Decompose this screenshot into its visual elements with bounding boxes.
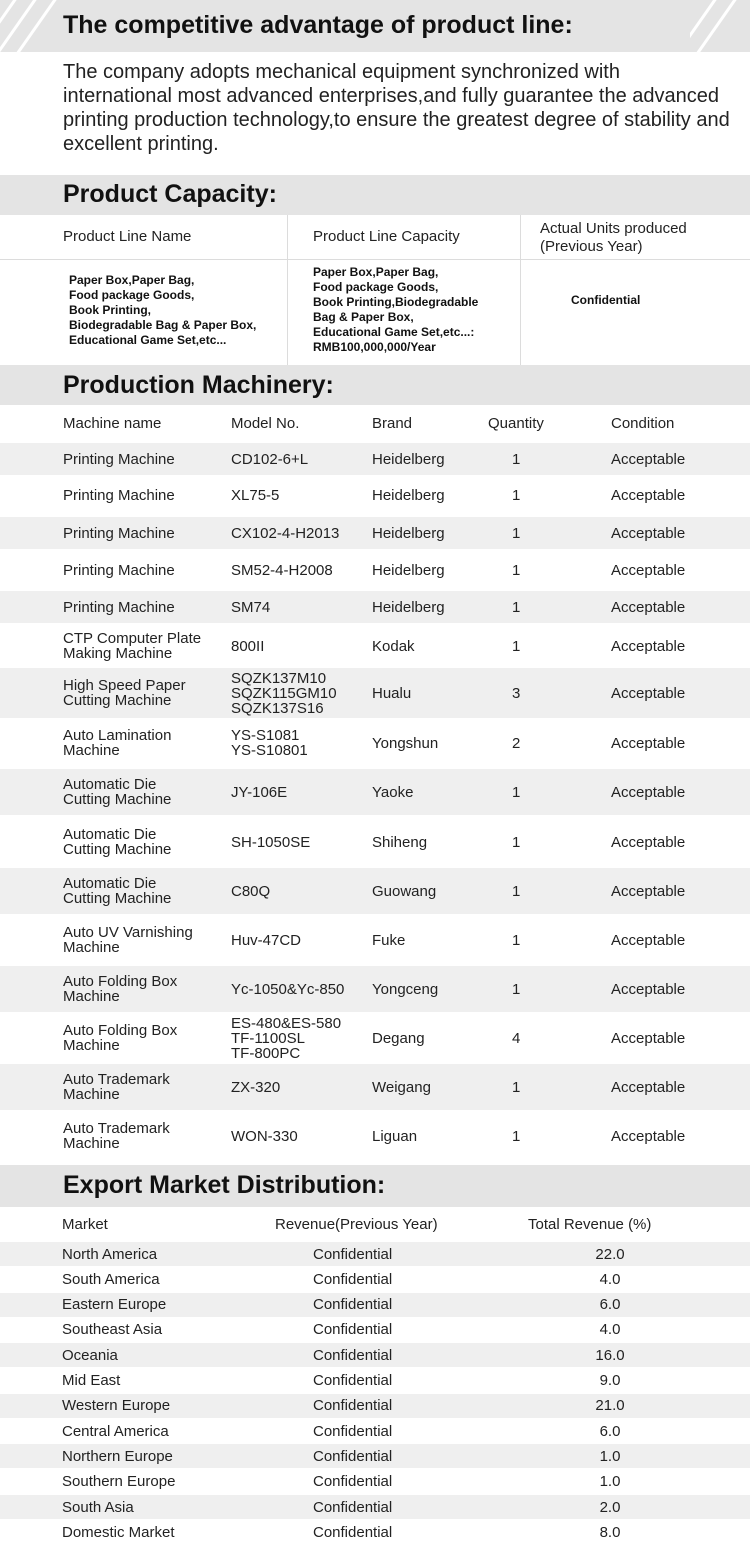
export-revenue: Confidential xyxy=(313,1346,393,1364)
machine-quantity: 1 xyxy=(512,637,521,655)
export-row xyxy=(0,1369,750,1393)
machine-brand: Heidelberg xyxy=(372,487,445,504)
capacity-col-divider-1 xyxy=(287,215,288,365)
machinery-row xyxy=(0,628,750,664)
machine-model: YS-S1081 YS-S10801 xyxy=(231,727,308,759)
machine-brand: Heidelberg xyxy=(372,561,445,579)
export-total: 4.0 xyxy=(599,1321,621,1339)
export-revenue: Confidential xyxy=(313,1245,393,1263)
machinery-row xyxy=(0,769,750,815)
export-row xyxy=(0,1470,750,1494)
machine-condition: Acceptable xyxy=(611,598,686,616)
export-total: 21.0 xyxy=(595,1397,625,1415)
machine-condition: Acceptable xyxy=(611,931,686,949)
machine-brand: Weigang xyxy=(372,1078,431,1096)
export-revenue: Confidential xyxy=(313,1498,393,1516)
export-total: 9.0 xyxy=(599,1372,621,1389)
export-revenue: Confidential xyxy=(313,1372,393,1389)
machine-condition: Acceptable xyxy=(611,833,686,851)
export-table-header xyxy=(0,1208,750,1240)
export-total: 6.0 xyxy=(599,1296,621,1314)
export-row xyxy=(0,1293,750,1317)
machinery-row xyxy=(0,917,750,963)
export-market: Eastern Europe xyxy=(62,1296,167,1314)
machine-quantity: 1 xyxy=(512,1127,521,1145)
machinery-row xyxy=(0,591,750,623)
machinery-header-name: Machine name xyxy=(63,414,162,432)
machine-model: SM52-4-H2008 xyxy=(231,561,333,579)
machine-brand: Liguan xyxy=(372,1127,418,1145)
machine-quantity: 3 xyxy=(512,684,521,702)
export-market: Mid East xyxy=(62,1372,121,1389)
export-row xyxy=(0,1520,750,1544)
machine-name: Printing Machine xyxy=(63,598,175,616)
machine-brand: Heidelberg xyxy=(372,598,445,616)
machinery-header-quantity: Quantity xyxy=(488,414,544,432)
export-revenue: Confidential xyxy=(313,1523,393,1541)
machine-name: Automatic Die Cutting Machine xyxy=(63,776,172,808)
export-market: Domestic Market xyxy=(62,1523,175,1541)
machine-condition: Acceptable xyxy=(611,524,686,542)
machinery-row xyxy=(0,668,750,718)
export-revenue: Confidential xyxy=(313,1397,393,1415)
machine-condition: Acceptable xyxy=(611,882,686,900)
machinery-row xyxy=(0,479,750,512)
export-total: 22.0 xyxy=(595,1245,625,1263)
machinery-row xyxy=(0,554,750,586)
machinery-header xyxy=(0,365,750,405)
machine-quantity: 1 xyxy=(512,1078,521,1096)
machine-name: Printing Machine xyxy=(63,561,175,579)
machinery-row xyxy=(0,517,750,549)
export-header xyxy=(0,1165,750,1207)
machinery-title: Production Machinery: xyxy=(63,371,334,399)
machine-model: CD102-6+L xyxy=(231,450,309,468)
export-revenue: Confidential xyxy=(313,1321,393,1339)
export-total: 16.0 xyxy=(595,1346,625,1364)
export-market: Northern Europe xyxy=(62,1447,173,1465)
machine-quantity: 1 xyxy=(512,882,521,900)
machine-model: C80Q xyxy=(231,882,271,900)
machine-quantity: 1 xyxy=(512,450,521,468)
export-header-revenue: Revenue(Previous Year) xyxy=(275,1215,438,1233)
machine-name: Auto UV Varnishing Machine xyxy=(63,924,193,956)
machine-brand: Fuke xyxy=(372,931,406,949)
machine-condition: Acceptable xyxy=(611,1078,686,1096)
export-row xyxy=(0,1419,750,1443)
machine-condition: Acceptable xyxy=(611,1029,686,1047)
capacity-row-name: Paper Box,Paper Bag, Food package Goods, Book Printing, Biodegradable Bag & Paper Box, Educational Game Set,etc... xyxy=(69,273,257,347)
machine-brand: Degang xyxy=(372,1029,425,1047)
machinery-row xyxy=(0,720,750,766)
machine-condition: Acceptable xyxy=(611,450,686,468)
machine-name: Printing Machine xyxy=(63,487,175,504)
machine-condition: Acceptable xyxy=(611,561,686,579)
export-total: 2.0 xyxy=(599,1498,621,1516)
export-row xyxy=(0,1242,750,1266)
export-row xyxy=(0,1495,750,1519)
export-title: Export Market Distribution: xyxy=(63,1171,386,1199)
capacity-title: Product Capacity: xyxy=(63,180,277,208)
export-row xyxy=(0,1444,750,1468)
export-row xyxy=(0,1267,750,1291)
machine-condition: Acceptable xyxy=(611,637,686,655)
export-revenue: Confidential xyxy=(313,1422,393,1440)
machine-condition: Acceptable xyxy=(611,980,686,998)
machine-condition: Acceptable xyxy=(611,734,686,752)
export-market: South Asia xyxy=(62,1498,134,1516)
export-market: Western Europe xyxy=(62,1397,171,1415)
machine-brand: Heidelberg xyxy=(372,450,445,468)
machine-model: JY-106E xyxy=(231,783,288,801)
machine-model: Huv-47CD xyxy=(231,931,302,949)
machine-name: Printing Machine xyxy=(63,524,175,542)
machine-name: High Speed Paper Cutting Machine xyxy=(63,677,186,709)
advantage-text: The company adopts mechanical equipment synchronized with international most advanced enterprises,and fully guarantee the advanced printing production technology,to ensure the greatest degree of stability and excellent printing. xyxy=(63,61,730,155)
machine-model: WON-330 xyxy=(231,1127,298,1145)
machine-brand: Heidelberg xyxy=(372,524,445,542)
export-total: 8.0 xyxy=(599,1523,621,1541)
machine-brand: Guowang xyxy=(372,882,437,900)
machinery-header-model: Model No. xyxy=(231,414,300,432)
export-revenue: Confidential xyxy=(313,1296,393,1314)
capacity-col-divider-2 xyxy=(520,215,521,365)
capacity-header-capacity: Product Line Capacity xyxy=(313,228,460,245)
export-market: Oceania xyxy=(62,1346,118,1364)
machine-name: CTP Computer Plate Making Machine xyxy=(63,630,202,662)
machine-brand: Yaoke xyxy=(372,783,414,801)
machinery-header-brand: Brand xyxy=(372,414,413,432)
export-market: Southeast Asia xyxy=(62,1321,163,1339)
export-total: 1.0 xyxy=(599,1447,621,1465)
export-header-market: Market xyxy=(62,1215,108,1233)
machinery-header-condition: Condition xyxy=(611,414,675,432)
machine-model: 800II xyxy=(231,637,265,655)
machine-name: Printing Machine xyxy=(63,450,175,468)
machine-quantity: 1 xyxy=(512,598,521,616)
capacity-header-units: Actual Units produced (Previous Year) xyxy=(540,220,687,255)
machine-name: Auto Folding Box Machine xyxy=(63,1022,178,1054)
machine-model: SM74 xyxy=(231,598,271,616)
machine-name: Auto Trademark Machine xyxy=(63,1120,170,1152)
machinery-row xyxy=(0,443,750,475)
machine-condition: Acceptable xyxy=(611,487,686,504)
machine-name: Automatic Die Cutting Machine xyxy=(63,875,172,907)
machine-condition: Acceptable xyxy=(611,684,686,702)
machinery-row xyxy=(0,868,750,914)
machine-brand: Yongceng xyxy=(372,980,439,998)
machine-brand: Hualu xyxy=(372,684,412,702)
export-total: 4.0 xyxy=(599,1270,621,1288)
advantage-title: The competitive advantage of product line: xyxy=(63,11,573,39)
capacity-row-units: Confidential xyxy=(571,293,641,307)
export-header-total: Total Revenue (%) xyxy=(528,1215,652,1233)
machine-quantity: 1 xyxy=(512,931,521,949)
machine-model: CX102-4-H2013 xyxy=(231,524,340,542)
machinery-table-header xyxy=(0,405,750,441)
machine-brand: Yongshun xyxy=(372,734,439,752)
export-market: Southern Europe xyxy=(62,1473,176,1491)
machine-quantity: 4 xyxy=(512,1029,521,1047)
export-market: Central America xyxy=(62,1422,169,1440)
machine-quantity: 1 xyxy=(512,487,521,504)
export-market: North America xyxy=(62,1245,158,1263)
export-row xyxy=(0,1343,750,1367)
capacity-divider xyxy=(0,259,750,260)
advantage-header xyxy=(0,0,750,52)
machine-name: Auto Trademark Machine xyxy=(63,1071,170,1103)
export-row xyxy=(0,1318,750,1342)
export-total: 6.0 xyxy=(599,1422,621,1440)
machine-quantity: 1 xyxy=(512,833,521,851)
export-market: South America xyxy=(62,1270,160,1288)
capacity-header-name: Product Line Name xyxy=(63,228,192,245)
machine-name: Auto Folding Box Machine xyxy=(63,973,178,1005)
machinery-row xyxy=(0,966,750,1012)
machine-brand: Kodak xyxy=(372,637,415,655)
machinery-row xyxy=(0,1014,750,1062)
machine-quantity: 1 xyxy=(512,524,521,542)
decorative-stripes-right xyxy=(690,0,750,52)
machinery-row xyxy=(0,1113,750,1159)
machine-quantity: 1 xyxy=(512,980,521,998)
export-revenue: Confidential xyxy=(313,1473,393,1491)
export-revenue: Confidential xyxy=(313,1447,393,1465)
machine-model: Yc-1050&Yc-850 xyxy=(231,980,345,998)
machine-model: ZX-320 xyxy=(231,1078,281,1096)
machinery-row xyxy=(0,1064,750,1110)
machine-model: XL75-5 xyxy=(231,487,280,504)
machine-quantity: 1 xyxy=(512,783,521,801)
machine-model: SH-1050SE xyxy=(231,833,311,851)
machinery-row xyxy=(0,819,750,865)
machine-model: ES-480&ES-580 TF-1100SL TF-800PC xyxy=(231,1014,342,1062)
machine-quantity: 1 xyxy=(512,561,521,579)
export-row xyxy=(0,1394,750,1418)
machine-condition: Acceptable xyxy=(611,783,686,801)
export-revenue: Confidential xyxy=(313,1270,393,1288)
export-total: 1.0 xyxy=(599,1473,621,1491)
machine-condition: Acceptable xyxy=(611,1127,686,1145)
machine-model: SQZK137M10 SQZK115GM10 SQZK137S16 xyxy=(231,669,337,717)
machine-brand: Shiheng xyxy=(372,833,428,851)
capacity-header xyxy=(0,175,750,215)
machine-name: Automatic Die Cutting Machine xyxy=(63,826,172,858)
machine-name: Auto Lamination Machine xyxy=(63,727,172,759)
capacity-row-capacity: Paper Box,Paper Bag, Food package Goods, Book Printing,Biodegradable Bag & Paper Box, Educational Game Set,etc...: RMB100,000,000/Year xyxy=(313,265,479,354)
machine-quantity: 2 xyxy=(512,734,521,752)
